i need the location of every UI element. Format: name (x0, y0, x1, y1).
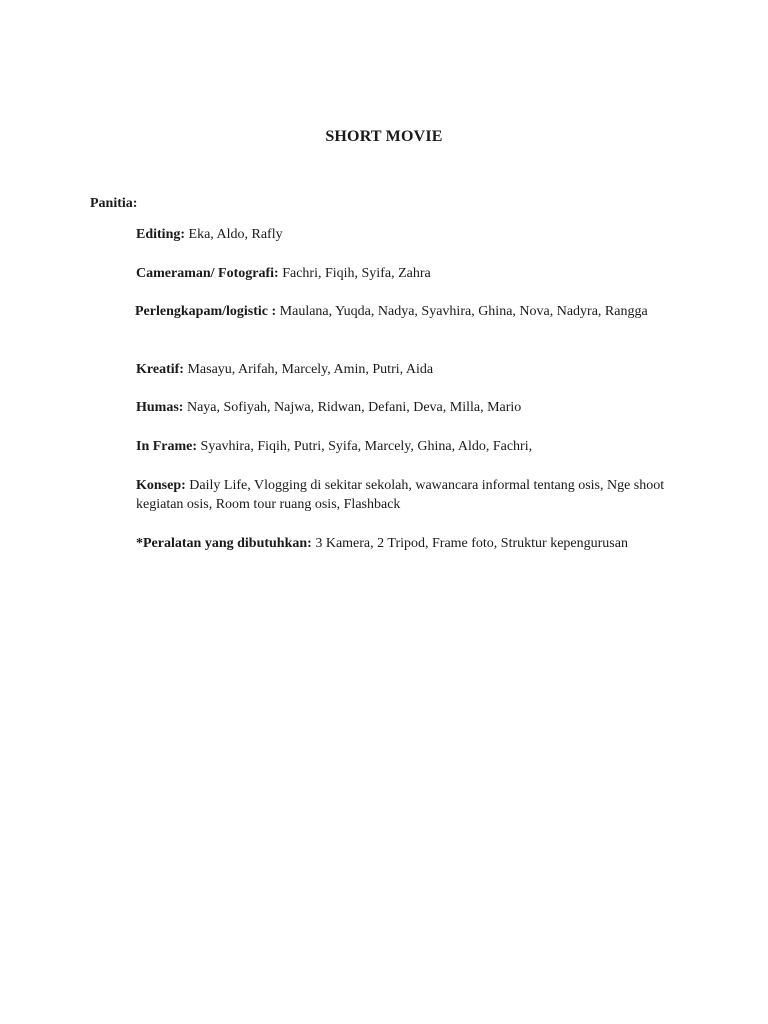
entry-label: Editing: (136, 227, 186, 242)
entry-cameraman (136, 264, 676, 283)
entry-label: Kreatif: (136, 362, 184, 377)
entry-label: Konsep: (136, 478, 186, 493)
section-heading-panitia: Panitia: (90, 196, 138, 211)
entry-perlengkapan (135, 302, 675, 321)
entry-kreatif (136, 360, 676, 379)
entry-peralatan (136, 534, 676, 553)
entry-value: Maulana, Yuqda, Nadya, Syavhira, Ghina, Nova, Nadyra, Rangga (276, 304, 648, 319)
entry-label: Cameraman/ Fotografi: (136, 266, 279, 281)
entry-value: Fachri, Fiqih, Syifa, Zahra (278, 266, 431, 281)
entry-editing (136, 225, 676, 244)
entry-label: In Frame: (136, 439, 198, 454)
entry-label: Humas: (136, 400, 184, 415)
entry-value: Eka, Aldo, Rafly (185, 227, 283, 242)
entry-humas (136, 398, 676, 417)
entry-label: *Peralatan yang dibutuhkan: (136, 536, 312, 551)
entry-value: Naya, Sofiyah, Najwa, Ridwan, Defani, Deva, Milla, Mario (183, 400, 522, 415)
entry-label: Perlengkapam/logistic : (135, 304, 277, 319)
entry-value: 3 Kamera, 2 Tripod, Frame foto, Struktur kepengurusan (311, 536, 628, 551)
document-title: SHORT MOVIE (325, 128, 443, 145)
entry-konsep (136, 476, 676, 514)
entry-value: Daily Life, Vlogging di sekitar sekolah, wawancara informal tentang osis, Nge shoot kegiatan osis, Room tour ruang osis, Flashback (136, 478, 665, 512)
entry-in-frame (136, 437, 676, 456)
entry-value: Masayu, Arifah, Marcely, Amin, Putri, Aida (183, 362, 434, 377)
entry-value: Syavhira, Fiqih, Putri, Syifa, Marcely, Ghina, Aldo, Fachri, (197, 439, 533, 454)
